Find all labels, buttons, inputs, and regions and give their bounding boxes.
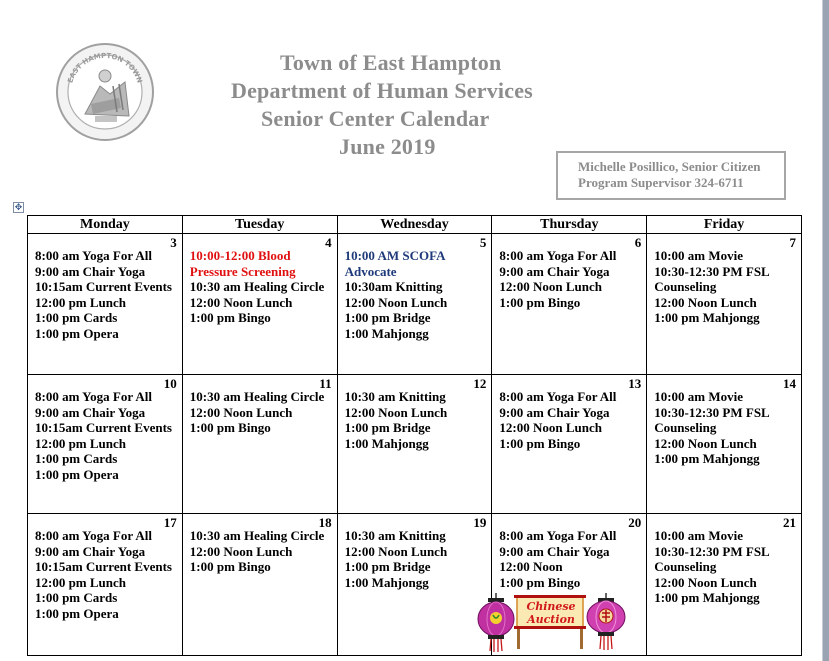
header-friday: Friday: [647, 216, 802, 234]
event-item: 12:00 Noon Lunch: [344, 404, 448, 420]
event-item: 10:00 am Movie: [654, 528, 743, 543]
day-number: 17: [163, 515, 177, 530]
event-item: 1:00 pm Bingo: [189, 420, 271, 435]
day-cell-tuesday[interactable]: [182, 375, 337, 514]
event-item: 12:00 pm Lunch: [35, 294, 127, 310]
day-number: 6: [634, 235, 642, 250]
event-item: 1:00 pm Cards: [35, 310, 118, 325]
event-list: [338, 375, 492, 451]
event-list: [183, 514, 337, 575]
event-item: 1:00 pm Bingo: [189, 559, 271, 574]
event-item: 10:00 am Movie: [654, 389, 743, 404]
day-number: 21: [783, 515, 796, 530]
event-item: 9:00 am Chair Yoga: [499, 543, 610, 559]
day-number: 7: [789, 235, 796, 250]
chinese-lantern-icon: [478, 593, 514, 652]
event-item: 12:00 Noon Lunch: [654, 294, 757, 310]
day-cell-wednesday[interactable]: [337, 375, 492, 514]
event-item: 10:15am Current Events: [35, 559, 172, 574]
event-item: 10:30 am Healing Circle: [189, 389, 325, 404]
window-scrollbar-edge[interactable]: [823, 0, 829, 661]
event-item: 10:15am Current Events: [35, 279, 172, 294]
header-tuesday: Tuesday: [182, 216, 337, 234]
event-item: 1:00 pm Bingo: [499, 435, 581, 451]
event-item: 10:00 AM SCOFA Advocate: [344, 248, 445, 279]
event-item: 9:00 am Chair Yoga: [499, 263, 610, 279]
event-list: [647, 375, 801, 467]
event-item: 12:00 pm Lunch: [35, 435, 127, 451]
event-list: [647, 234, 801, 326]
event-item: 9:00 am Chair Yoga: [35, 263, 146, 279]
event-item: 12:00 Noon Lunch: [189, 543, 293, 559]
town-seal-icon: [55, 42, 155, 142]
event-item: 10:15am Current Events: [35, 420, 172, 435]
clipart-text-auction: Auction: [527, 613, 575, 626]
event-item: 8:00 am Yoga For All: [499, 528, 617, 543]
event-item: 8:00 am Yoga For All: [499, 248, 617, 263]
event-item: 8:00 am Yoga For All: [499, 389, 617, 404]
event-item: 12:00 Noon Lunch: [654, 435, 757, 451]
day-number: 3: [170, 235, 177, 250]
week-row: [28, 234, 802, 375]
day-number: 19: [473, 515, 487, 530]
event-item: 10:30 am Healing Circle: [189, 279, 325, 294]
calendar-table: [27, 215, 802, 656]
event-item: 10:30-12:30 PM FSL Counseling: [654, 404, 770, 435]
event-item: 12:00 Noon Lunch: [189, 294, 293, 310]
header-monday: Monday: [28, 216, 183, 234]
day-cell-monday[interactable]: [28, 375, 183, 514]
day-number: 12: [473, 376, 487, 391]
event-item: 10:30-12:30 PM FSL Counseling: [654, 543, 770, 574]
day-cell-thursday[interactable]: [492, 375, 647, 514]
header-thursday: Thursday: [492, 216, 647, 234]
event-item: 1:00 pm Cards: [35, 590, 118, 605]
day-number: 18: [318, 515, 332, 530]
event-item: 10:30am Knitting: [344, 279, 443, 294]
event-item: 12:00 Noon Lunch: [654, 574, 757, 590]
event-list: [338, 234, 492, 341]
event-item: 12:00 Noon: [499, 559, 563, 574]
event-item: 1:00 pm Cards: [35, 451, 118, 466]
event-item: 8:00 am Yoga For All: [35, 248, 152, 263]
event-item: 9:00 am Chair Yoga: [35, 404, 146, 420]
day-cell-monday[interactable]: [28, 514, 183, 656]
event-list: [647, 514, 801, 606]
event-item: 1:00 pm Bingo: [499, 574, 581, 590]
event-item: 10:30-12:30 PM FSL Counseling: [654, 263, 770, 294]
event-item: 12:00 pm Lunch: [35, 574, 127, 590]
event-item: 1:00 pm Opera: [35, 605, 119, 621]
day-cell-wednesday[interactable]: [337, 234, 492, 375]
supervisor-line-2: Program Supervisor 324-6711: [578, 175, 744, 190]
event-item: 10:30 am Knitting: [344, 528, 446, 543]
event-item: 8:00 am Yoga For All: [35, 528, 152, 543]
event-item: 12:00 Noon Lunch: [499, 420, 602, 435]
day-number: 13: [628, 376, 642, 391]
day-cell-friday[interactable]: [647, 375, 802, 514]
chinese-lantern-icon: [587, 593, 625, 650]
clipart-text-chinese: Chinese: [526, 600, 576, 613]
event-item: 10:30 am Knitting: [344, 389, 446, 404]
day-cell-friday[interactable]: [647, 234, 802, 375]
event-item: 9:00 am Chair Yoga: [35, 543, 146, 559]
calendar-title: Senior Center Calendar: [261, 106, 490, 131]
day-cell-thursday[interactable]: [492, 234, 647, 375]
day-number: 11: [319, 376, 332, 391]
day-number: 4: [325, 235, 332, 250]
event-item: 1:00 pm Bridge: [344, 559, 431, 574]
event-item: 1:00 Mahjongg: [344, 325, 429, 341]
day-cell-monday[interactable]: [28, 234, 183, 375]
event-item: 12:00 Noon Lunch: [344, 543, 448, 559]
event-item: 1:00 pm Bridge: [344, 420, 431, 435]
event-item: 12:00 Noon Lunch: [499, 279, 602, 294]
event-list: [492, 375, 646, 451]
day-number: 14: [783, 376, 796, 391]
event-list: [183, 234, 337, 326]
event-item: 1:00 pm Opera: [35, 325, 119, 341]
event-item: 1:00 Mahjongg: [344, 435, 429, 451]
department-title: Department of Human Services: [231, 78, 533, 103]
town-title: Town of East Hampton: [280, 50, 502, 75]
event-item: 1:00 pm Bingo: [189, 310, 271, 325]
chinese-auction-clipart: [474, 593, 629, 653]
day-number: 20: [628, 515, 642, 530]
seal-text: EAST HAMPTON TOWN: [66, 51, 144, 85]
event-item: 12:00 Noon Lunch: [344, 294, 448, 310]
event-list: [28, 234, 182, 341]
day-cell-tuesday[interactable]: [182, 234, 337, 375]
event-item: 10:00 am Movie: [654, 248, 743, 263]
day-cell-friday[interactable]: [647, 514, 802, 656]
day-cell-tuesday[interactable]: [182, 514, 337, 656]
event-list: [492, 234, 646, 310]
day-cell-wednesday[interactable]: [337, 514, 492, 656]
event-item: 1:00 pm Mahjongg: [654, 451, 760, 466]
weekday-header-row: [28, 216, 802, 234]
supervisor-textbox: [556, 151, 786, 200]
event-item: 10:30 am Healing Circle: [189, 528, 325, 543]
event-item: 1:00 pm Opera: [35, 466, 119, 482]
table-move-handle-icon[interactable]: ✥: [14, 202, 23, 212]
event-list: [338, 514, 492, 590]
event-item: 10:00-12:00 Blood Pressure Screening: [189, 248, 296, 279]
day-number: 10: [163, 376, 177, 391]
event-list: [183, 375, 337, 436]
event-list: [492, 514, 646, 590]
event-list: [28, 375, 182, 482]
event-list: [28, 514, 182, 621]
supervisor-line-1: Michelle Posillico, Senior Citizen: [578, 159, 761, 174]
event-item: 8:00 am Yoga For All: [35, 389, 152, 404]
event-item: 1:00 pm Bingo: [499, 294, 581, 310]
header-wednesday: Wednesday: [337, 216, 492, 234]
event-item: 1:00 pm Mahjongg: [654, 590, 760, 605]
event-item: 1:00 pm Mahjongg: [654, 310, 760, 325]
week-row: [28, 514, 802, 656]
month-title: June 2019: [339, 134, 436, 159]
event-item: 12:00 Noon Lunch: [189, 404, 293, 420]
event-item: 9:00 am Chair Yoga: [499, 404, 610, 420]
day-number: 5: [479, 235, 487, 250]
week-row: [28, 375, 802, 514]
event-item: 1:00 pm Bridge: [344, 310, 431, 325]
event-item: 1:00 Mahjongg: [344, 574, 429, 590]
